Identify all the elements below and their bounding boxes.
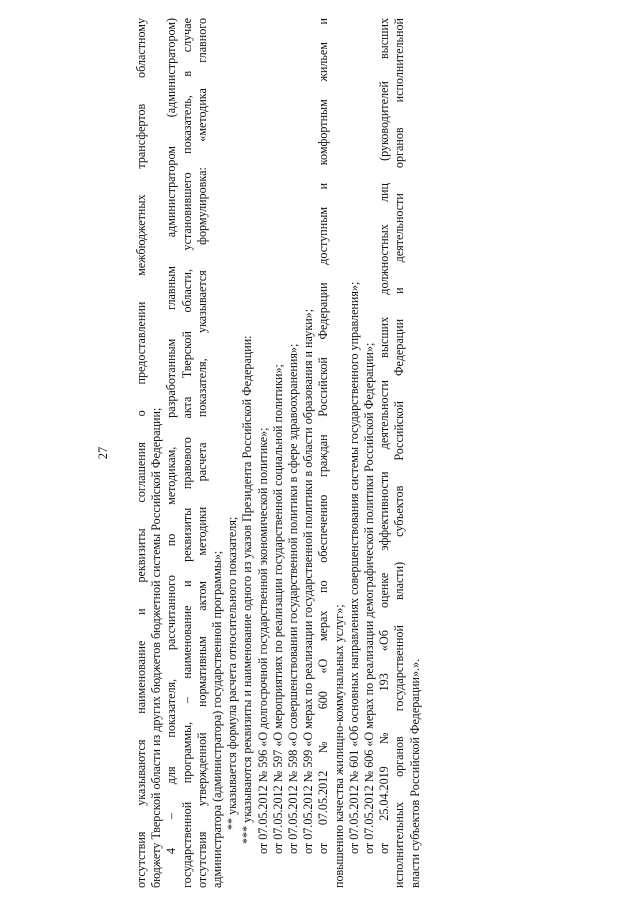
text-line: от 07.05.2012 № 597 «О мероприятиях по реализации государственной социальной политики»; <box>270 364 285 854</box>
body-text <box>134 18 423 888</box>
text-line: ** указывается формула расчета относительного показателя; <box>225 516 240 830</box>
text-line: от 07.05.2012 № 596 «О долгосрочной государственной экономической политике»; <box>255 427 270 854</box>
text-line: от 25.04.2019 № 193 «Об оценке эффективности деятельности высших должностных лиц (руководителей высших <box>377 18 392 854</box>
text-line: администратора (администратора) государственной программы»; <box>209 550 224 888</box>
rotated-content <box>96 18 422 888</box>
text-line: государственной программы, – наименование и реквизиты правового акта Тверской области, установившего показатель, в случае <box>179 18 194 888</box>
text-line: исполнительных органов государственной власти) субъектов Российской Федерации и деятельности органов исполнительной <box>392 18 407 888</box>
text-line: от 07.05.2012 № 601 «Об основных направлениях совершенствования системы государственного управления»; <box>346 281 361 854</box>
text-line: отсутствия указываются наименование и реквизиты соглашения о предоставлении межбюджетных трансфертов областному <box>134 18 148 888</box>
text-line: от 07.05.2012 № 600 «О мерах по обеспечению граждан Российской Федерации доступным и комфортным жильем и <box>316 18 331 854</box>
text-line: 4 – для показателя, рассчитанного по методикам, разработанным главным администратором (администратором) <box>164 18 179 854</box>
text-line: от 07.05.2012 № 606 «О мерах по реализации демографической политики Российской Федерации»; <box>361 342 376 854</box>
text-line: власти субъектов Российской Федерации».». <box>407 658 422 888</box>
text-line: от 07.05.2012 № 599 «О мерах по реализации государственной политики в области образования и науки»; <box>301 308 316 854</box>
text-line: отсутствия утвержденной нормативным актом методики расчета показателя, указывается формулировка: «методика главного <box>194 18 209 888</box>
text-line: от 07.05.2012 № 598 «О совершенствовании государственной политики в сфере здравоохранения»; <box>285 343 300 854</box>
text-line: повышению качества жилищно-коммунальных услуг»; <box>331 604 346 888</box>
text-line: бюджету Тверской области из других бюджетов бюджетной системы Российской Федерации; <box>149 407 164 888</box>
page-number: 27 <box>96 446 110 460</box>
text-line: *** указываются реквизиты и наименование одного из указов Президента Российской Федерации: <box>240 335 255 844</box>
